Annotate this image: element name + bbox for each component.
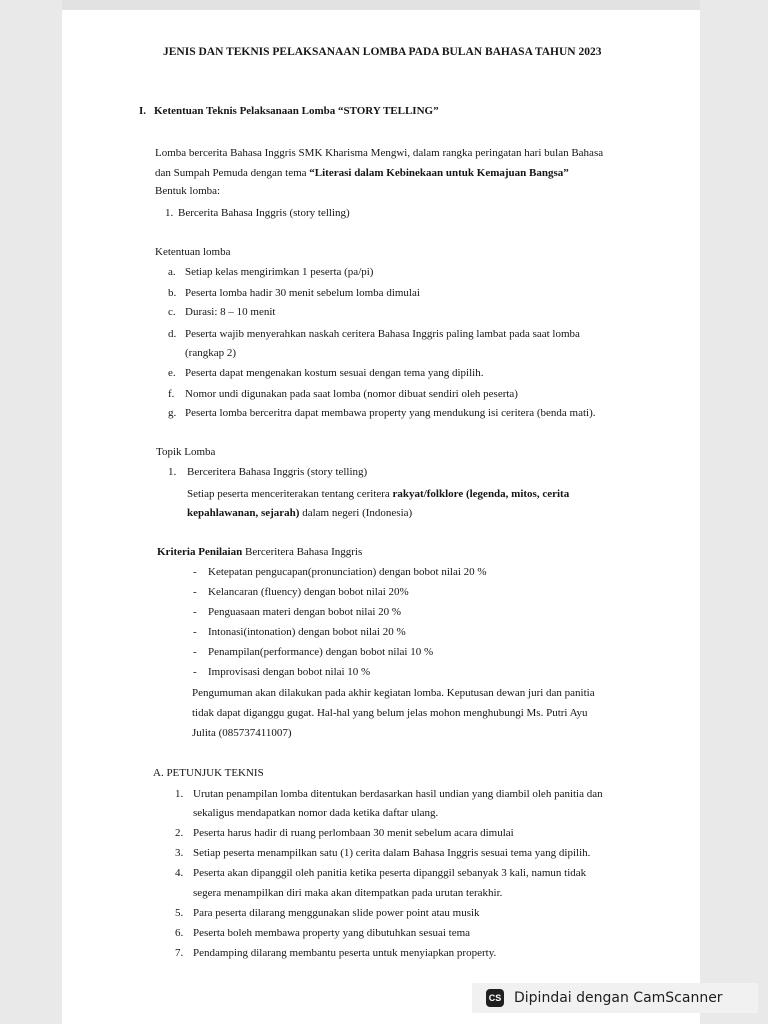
list-item: Kelancaran (fluency) dengan bobot nilai 20% [208,586,409,598]
list-item: Setiap peserta menampilkan satu (1) cerita dalam Bahasa Inggris sesuai tema yang dipilih. [193,847,591,859]
list-item-continuation: (rangkap 2) [185,347,237,359]
list-item: Durasi: 8 – 10 menit [185,306,276,318]
list-marker: g. [168,407,177,419]
topik-desc-text: dalam negeri (Indonesia) [299,507,413,519]
list-item: Urutan penampilan lomba ditentukan berdasarkan hasil undian yang diambil oleh panitia dan [193,788,603,800]
pengumuman-line: Pengumuman akan dilakukan pada akhir kegiatan lomba. Keputusan dewan juri dan panitia [192,687,595,699]
list-marker: e. [168,367,176,379]
intro-line-2 [155,166,569,180]
topik-desc-bold: kepahlawanan, sejarah) [187,507,300,519]
camscanner-label: Dipindai dengan CamScanner [514,990,723,1006]
topik-desc-text: Setiap peserta menceriterakan tentang ceritera [187,488,393,500]
list-marker: 1. [175,788,184,800]
list-item: Penguasaan materi dengan bobot nilai 20 % [208,606,402,618]
list-marker: - [193,646,197,658]
list-item: Para peserta dilarang menggunakan slide power point atau musik [193,907,480,919]
list-marker: a. [168,266,176,278]
list-item: Peserta wajib menyerahkan naskah ceritera Bahasa Inggris paling lambat pada saat lomba [185,328,580,340]
pengumuman-line: Julita (085737411007) [192,727,292,739]
list-marker: - [193,586,197,598]
kriteria-penilaian-heading [157,545,362,559]
topik-lomba-label: Topik Lomba [156,446,216,458]
intro-line-1: Lomba bercerita Bahasa Inggris SMK Kharisma Mengwi, dalam rangka peringatan hari bulan Bahasa [155,147,604,159]
topik-item-text: Berceritera Bahasa Inggris (story telling) [187,466,368,478]
bentuk-lomba-label: Bentuk lomba: [155,185,221,197]
bentuk-item-marker: 1. [165,207,174,219]
list-item: Nomor undi digunakan pada saat lomba (nomor dibuat sendiri oleh peserta) [185,388,518,400]
kriteria-label: Kriteria Penilaian [157,546,243,558]
petunjuk-teknis-heading: A. PETUNJUK TEKNIS [153,767,264,779]
pengumuman-line: tidak dapat diganggu gugat. Hal-hal yang belum jelas mohon menghubungi Ms. Putri Ayu [192,707,588,719]
list-item-continuation: segera menampilkan diri maka akan ditempatkan pada urutan terakhir. [193,887,503,899]
list-item: Improvisasi dengan bobot nilai 10 % [208,666,371,678]
list-marker: 7. [175,947,184,959]
list-item: Pendamping dilarang membantu peserta untuk menyiapkan property. [193,947,497,959]
topik-description-line-2 [187,506,412,520]
bentuk-item-text: Bercerita Bahasa Inggris (story telling) [178,207,350,219]
list-marker: b. [168,287,177,299]
topik-desc-bold: rakyat/folklore (legenda, mitos, cerita [392,488,570,500]
list-item: Peserta dapat mengenakan kostum sesuai dengan tema yang dipilih. [185,367,484,379]
list-marker: 2. [175,827,184,839]
list-item: Penampilan(performance) dengan bobot nilai 10 % [208,646,434,658]
topik-description-line-1 [187,487,569,501]
camscanner-watermark [472,983,758,1013]
list-marker: 6. [175,927,184,939]
list-item: Peserta harus hadir di ruang perlombaan 30 menit sebelum acara dimulai [193,827,514,839]
section-heading: Ketentuan Teknis Pelaksanaan Lomba “STORY TELLING” [154,105,439,117]
list-item: Peserta akan dipanggil oleh panitia ketika peserta dipanggil sebanyak 3 kali, namun tidak [193,867,587,879]
list-marker: 1. [168,466,177,478]
list-marker: - [193,666,197,678]
list-marker: 4. [175,867,184,879]
document-title: JENIS DAN TEKNIS PELAKSANAAN LOMBA PADA BULAN BAHASA TAHUN 2023 [163,46,602,58]
list-item: Peserta boleh membawa property yang dibutuhkan sesuai tema [193,927,471,939]
list-marker: 5. [175,907,184,919]
ketentuan-lomba-label: Ketentuan lomba [155,246,231,258]
kriteria-label-rest: Berceritera Bahasa Inggris [242,546,363,558]
list-marker: - [193,566,197,578]
list-marker: f. [168,388,175,400]
list-item: Peserta lomba hadir 30 menit sebelum lomba dimulai [185,287,420,299]
intro-text: dan Sumpah Pemuda dengan tema [155,167,310,179]
list-marker: d. [168,328,177,340]
section-numeral: I. [139,105,147,117]
list-item-continuation: sekaligus mendapatkan nomor dada ketika daftar ulang. [193,807,439,819]
theme-text: “Literasi dalam Kebinekaan untuk Kemajuan Bangsa” [309,167,569,179]
list-marker: 3. [175,847,184,859]
list-item: Ketepatan pengucapan(pronunciation) dengan bobot nilai 20 % [208,566,487,578]
list-item: Peserta lomba berceritra dapat membawa property yang mendukung isi ceritera (benda mati). [185,407,596,419]
list-marker: c. [168,306,176,318]
list-marker: - [193,626,197,638]
list-item: Setiap kelas mengirimkan 1 peserta (pa/pi) [185,266,374,278]
camscanner-logo-icon: CS [486,989,504,1007]
list-item: Intonasi(intonation) dengan bobot nilai 20 % [208,626,406,638]
list-marker: - [193,606,197,618]
